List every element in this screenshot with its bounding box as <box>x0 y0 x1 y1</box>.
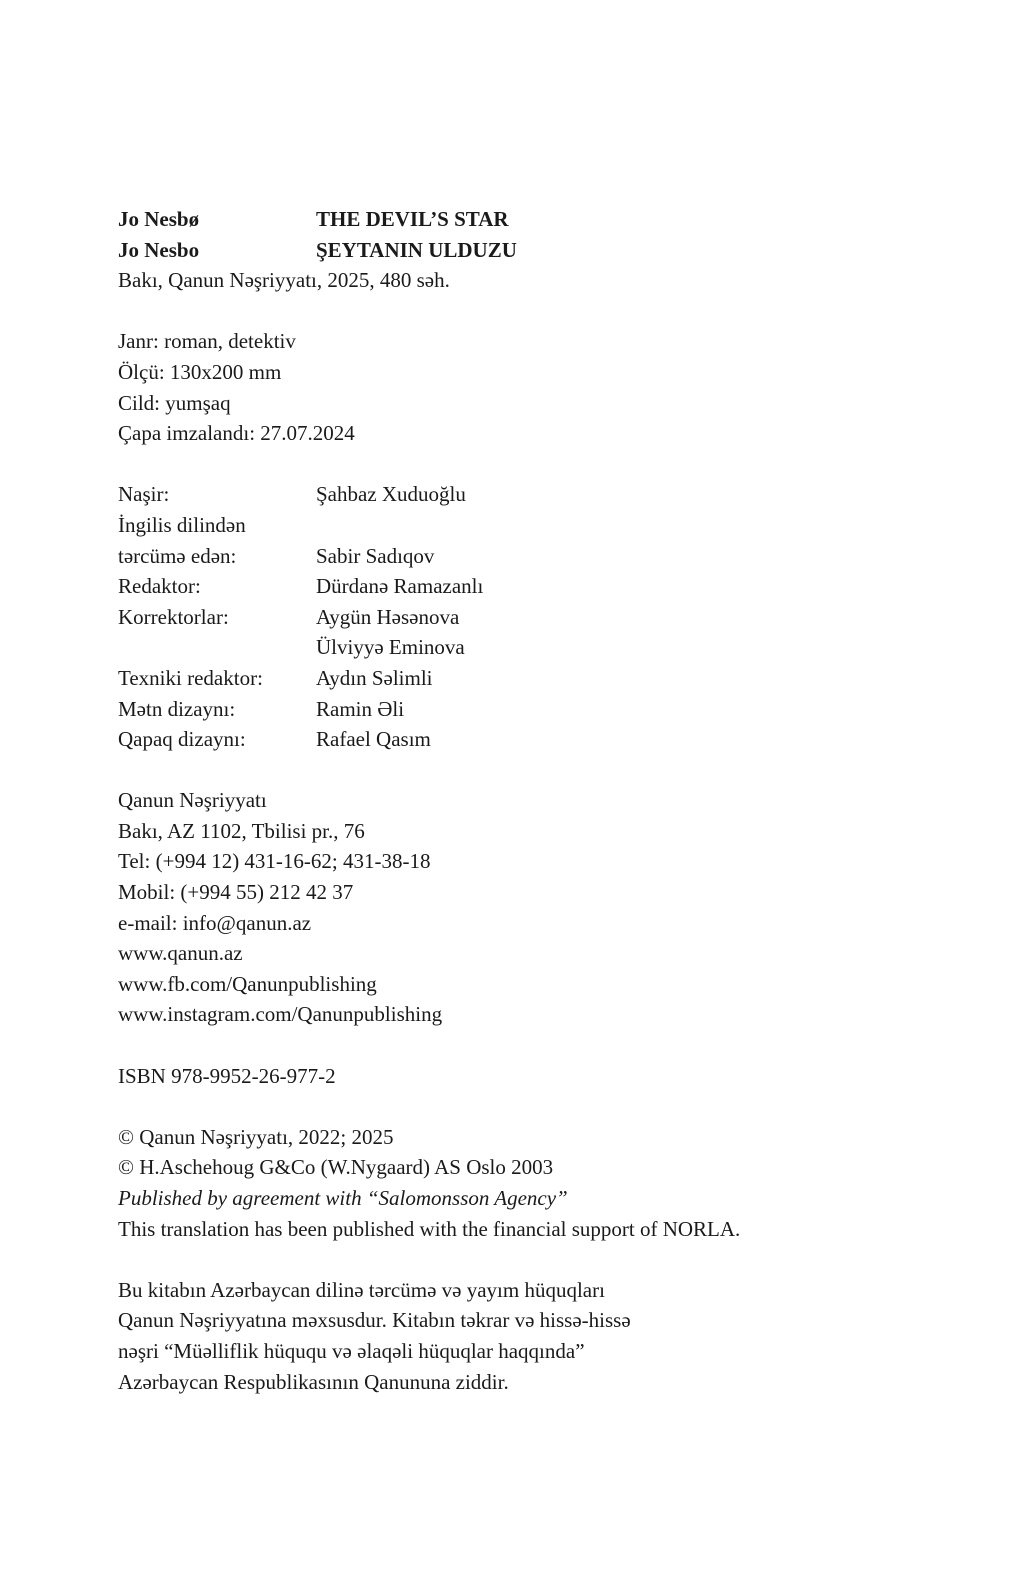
copyright-publisher: © Qanun Nəşriyyatı, 2022; 2025 <box>118 1124 394 1149</box>
spacer <box>118 296 938 327</box>
spec-size: Ölçü: 130x200 mm <box>118 359 282 384</box>
publisher-name: Qanun Nəşriyyatı <box>118 788 267 813</box>
spec-genre: Janr: roman, detektiv <box>118 329 296 354</box>
publisher-website: www.qanun.az <box>118 941 243 966</box>
credit-value: Ramin Əli <box>316 696 405 721</box>
publisher-address: Bakı, AZ 1102, Tbilisi pr., 76 <box>118 818 365 843</box>
publisher-email: e-mail: info@qanun.az <box>118 910 312 935</box>
credit-label: Redaktor: <box>118 574 201 599</box>
credit-label: Mətn dizaynı: <box>118 696 236 721</box>
rights-notice-line: Bu kitabın Azərbaycan dilinə tərcümə və yayım hüquqları <box>118 1277 605 1302</box>
publisher-mobile: Mobil: (+994 55) 212 42 37 <box>118 880 354 905</box>
rights-notice-line: Azərbaycan Respublikasının Qanununa ziddir. <box>118 1369 509 1394</box>
credit-row <box>118 663 938 694</box>
publisher-phone: Tel: (+994 12) 431-16-62; 431-38-18 <box>118 849 431 874</box>
original-author: Jo Nesbø <box>118 207 200 231</box>
spec-binding: Cild: yumşaq <box>118 390 231 415</box>
credit-value: Sabir Sadıqov <box>316 543 435 568</box>
credit-row <box>118 694 938 725</box>
credit-row <box>118 724 938 755</box>
rights-notice-line: nəşri “Müəlliflik hüququ və əlaqəli hüquqlar haqqında” <box>118 1338 585 1363</box>
credit-value: Şahbaz Xuduoğlu <box>316 482 466 507</box>
credit-row <box>118 479 938 510</box>
credit-label: tərcümə edən: <box>118 543 237 568</box>
spacer <box>118 449 938 480</box>
original-title-row <box>118 204 938 235</box>
credit-label <box>118 632 316 663</box>
copyright-page <box>118 204 938 1397</box>
publisher-facebook: www.fb.com/Qanunpublishing <box>118 971 377 996</box>
imprint-line: Bakı, Qanun Nəşriyyatı, 2025, 480 səh. <box>118 268 450 293</box>
credit-row <box>118 602 938 633</box>
credit-label: Naşir: <box>118 482 170 507</box>
credit-row <box>118 510 938 541</box>
credit-value: Dürdanə Ramazanlı <box>316 574 484 599</box>
translated-title-row <box>118 235 938 266</box>
spacer <box>118 755 938 786</box>
credit-value: Aydın Səlimli <box>316 665 433 690</box>
spacer <box>118 1030 938 1061</box>
rights-notice-line: Qanun Nəşriyyatına məxsusdur. Kitabın təkrar və hissə-hissə <box>118 1308 631 1333</box>
credit-value: Aygün Həsənova <box>316 604 460 629</box>
credit-label: Qapaq dizaynı: <box>118 727 246 752</box>
credit-row <box>118 571 938 602</box>
copyright-original: © H.Aschehoug G&Co (W.Nygaard) AS Oslo 2003 <box>118 1155 554 1180</box>
credit-value <box>316 510 938 541</box>
credit-value: Rafael Qasım <box>316 727 431 752</box>
spec-print-date: Çapa imzalandı: 27.07.2024 <box>118 421 355 446</box>
credit-label: Texniki redaktor: <box>118 665 263 690</box>
agreement-note: Published by agreement with “Salomonsson Agency” <box>118 1186 568 1210</box>
credit-label: Korrektorlar: <box>118 604 229 629</box>
credit-row <box>118 632 938 663</box>
translated-title: ŞEYTANIN ULDUZU <box>316 237 517 262</box>
original-title: THE DEVIL’S STAR <box>316 207 509 231</box>
spacer <box>118 1244 938 1275</box>
credit-value: Ülviyyə Eminova <box>316 635 465 660</box>
credit-row <box>118 541 938 572</box>
credit-label: İngilis dilindən <box>118 512 246 537</box>
publisher-instagram: www.instagram.com/Qanunpublishing <box>118 1002 443 1027</box>
spacer <box>118 1091 938 1122</box>
isbn: ISBN 978-9952-26-977-2 <box>118 1063 336 1088</box>
translated-author: Jo Nesbo <box>118 237 200 262</box>
norla-support-note: This translation has been published with the financial support of NORLA. <box>118 1216 741 1241</box>
